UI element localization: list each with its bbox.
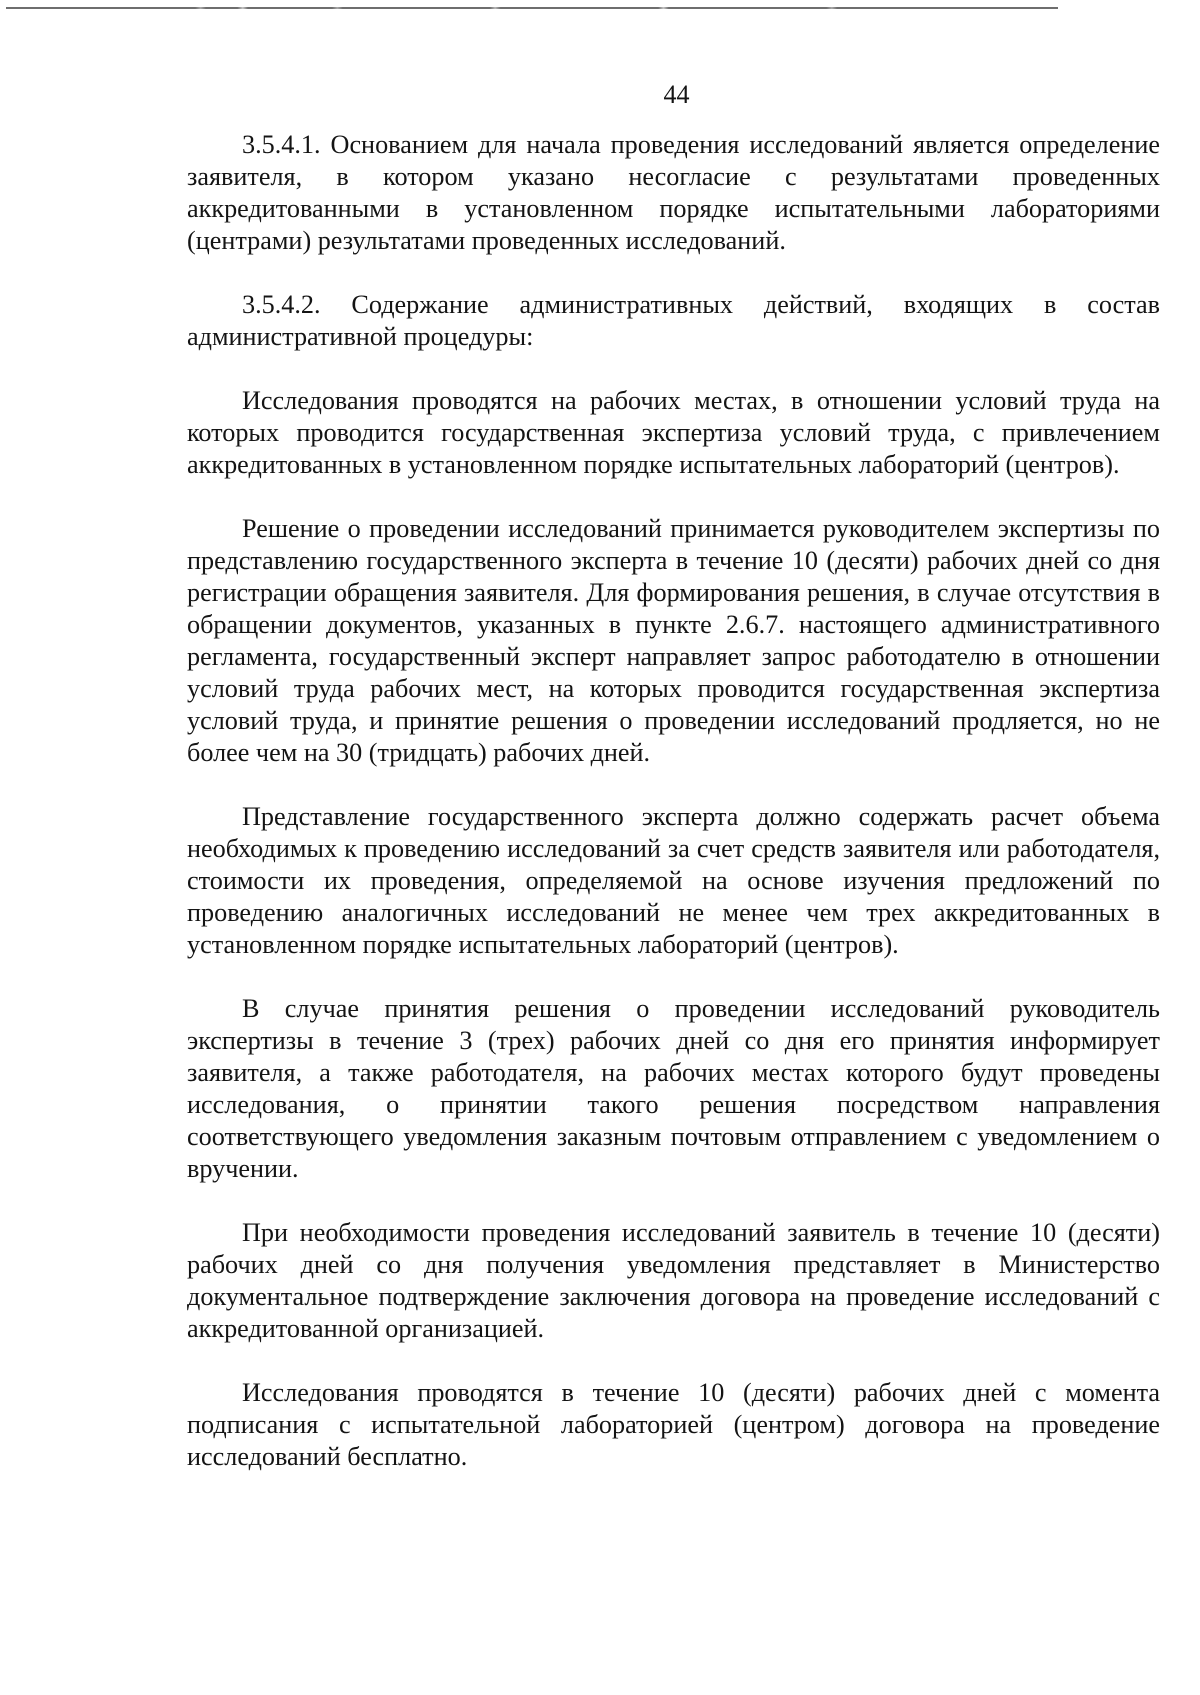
- paragraph-expert-submission: Представление государственного эксперта должно содержать расчет объема необходимых к проведению исследований за счет средств заявителя или работодателя, стоимости их проведения, определяемой на основе изучения предложений по проведению аналогичных исследований не менее чем трех аккредитованных в установленном порядке испытательных лабораторий (центров).: [187, 802, 1160, 959]
- paragraph-research-workplaces: Исследования проводятся на рабочих местах, в отношении условий труда на которых проводится государственная экспертиза условий труда, с привлечением аккредитованных в установленном порядке испытательных лабораторий (центров).: [187, 386, 1160, 479]
- page-number: 44: [663, 80, 690, 109]
- paragraph-research-decision: Решение о проведении исследований принимается руководителем экспертизы по представлению государственного эксперта в течение 10 (десяти) рабочих дней со дня регистрации обращения заявителя. Для формирования решения, в случае отсутствия в обращении документов, указанных в пункте 2.6.7. настоящего административного регламента, государственный эксперт направляет запрос работодателю в отношении условий труда рабочих мест, на которых проводится государственная экспертиза условий труда, и принятие решения о проведении исследований продляется, но не более чем на 30 (тридцать) рабочих дней.: [187, 514, 1160, 767]
- document-body: [187, 129, 1160, 1505]
- top-rule-divider: [6, 7, 1058, 9]
- paragraph-decision-notification: В случае принятия решения о проведении исследований руководитель экспертизы в течение 3 (трех) рабочих дней со дня его принятия информирует заявителя, а также работодателя, на рабочих местах которого будут проведены исследования, о принятии такого решения посредством направления соответствующего уведомления заказным почтовым отправлением с уведомлением о вручении.: [187, 994, 1160, 1183]
- paragraph-research-duration: Исследования проводятся в течение 10 (десяти) рабочих дней с момента подписания с испытательной лабораторией (центром) договора на проведение исследований бесплатно.: [187, 1378, 1160, 1471]
- paragraph-3-5-4-1: 3.5.4.1. Основанием для начала проведения исследований является определение заявителя, в котором указано несогласие с результатами проведенных аккредитованными в установленном порядке испытательными лабораториями (центрами) результатами проведенных исследований.: [187, 130, 1160, 255]
- paragraph-3-5-4-2: 3.5.4.2. Содержание административных действий, входящих в состав административной процедуры:: [187, 290, 1160, 351]
- paragraph-applicant-confirmation: При необходимости проведения исследований заявитель в течение 10 (десяти) рабочих дней со дня получения уведомления представляет в Министерство документальное подтверждение заключения договора на проведение исследований с аккредитованной организацией.: [187, 1218, 1160, 1343]
